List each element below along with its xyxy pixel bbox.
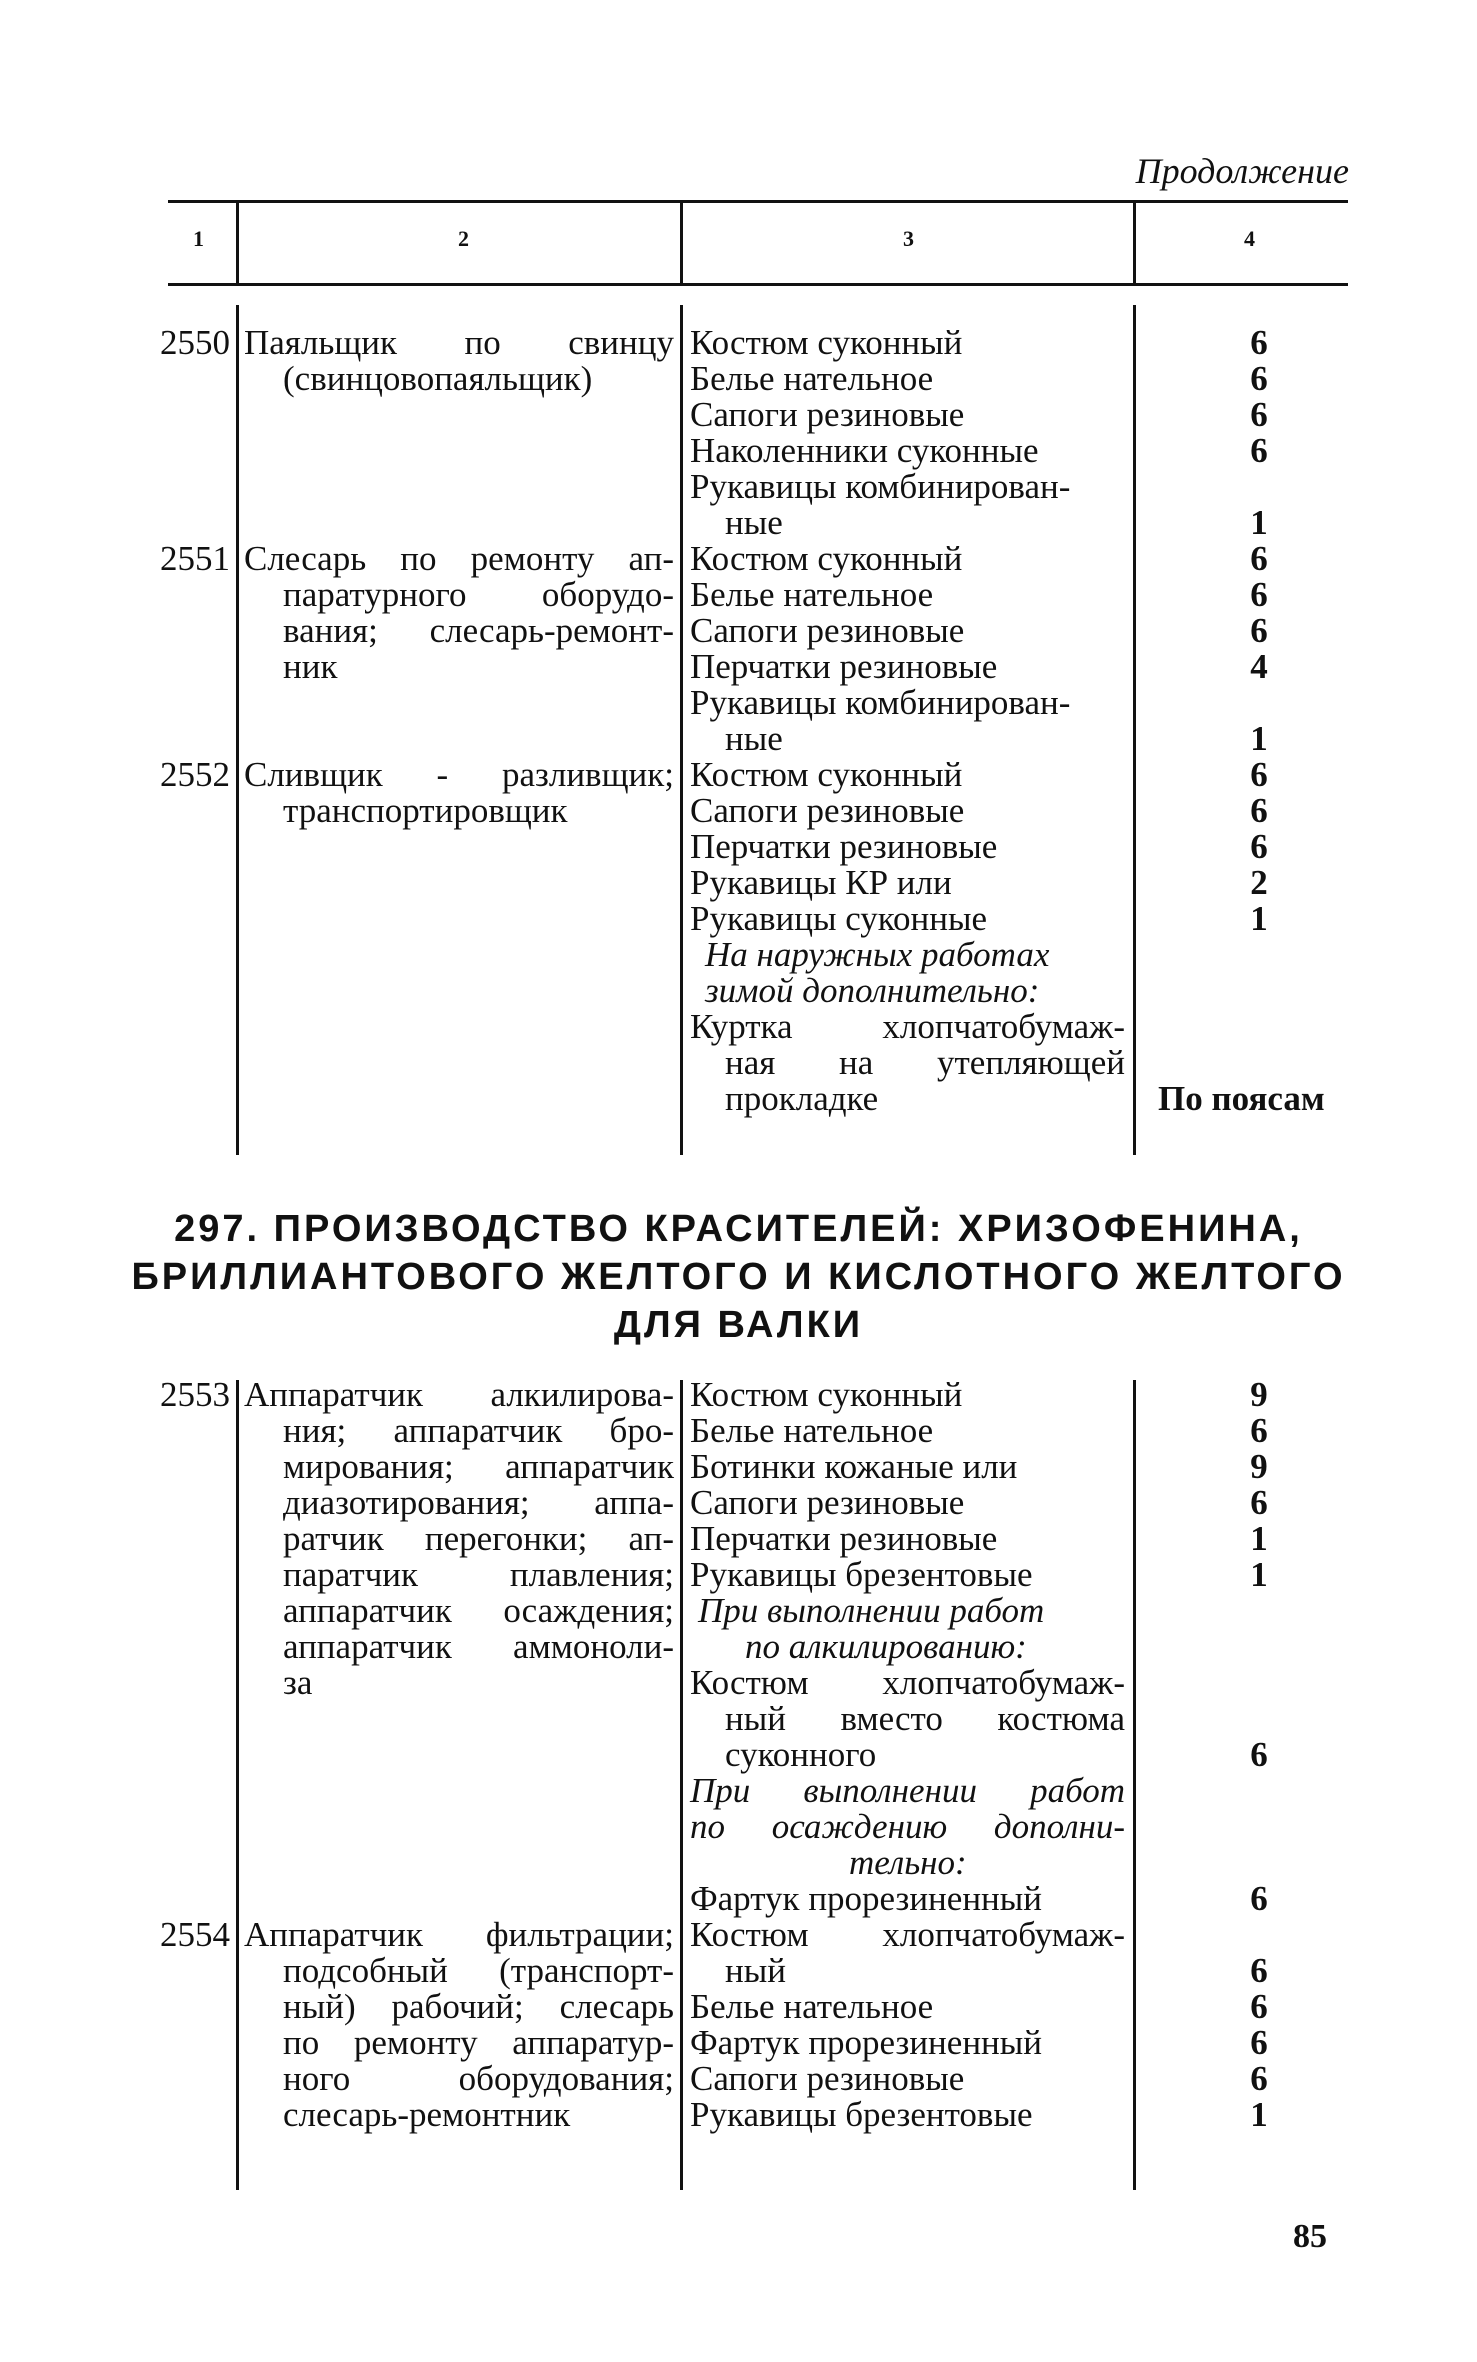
item-line: Белье нательное (690, 575, 934, 614)
column-header-1: 1 (193, 226, 204, 251)
item-line: ный вместо костюма (725, 1699, 1125, 1738)
item-line: Белье нательное (690, 1411, 934, 1450)
item-line-italic: тельно: (849, 1843, 967, 1882)
column-rule (680, 1380, 683, 2190)
section-title-line: БРИЛЛИАНТОВОГО ЖЕЛТОГО И КИСЛОТНОГО ЖЕЛТОГО (131, 1256, 1346, 1298)
column-rule (236, 305, 239, 1155)
quantity: 6 (1250, 431, 1268, 470)
profession-line: Сливщик - разливщик; (244, 755, 674, 794)
quantity: 6 (1250, 2023, 1268, 2062)
quantity: 6 (1250, 1411, 1268, 1450)
header-divider (680, 203, 683, 283)
item-line: Ботинки кожаные или (690, 1447, 1018, 1486)
row-number: 2552 (160, 755, 230, 794)
profession-line: Слесарь по ремонту ап- (244, 539, 674, 578)
item-line: Сапоги резиновые (690, 791, 965, 830)
quantity: 1 (1250, 899, 1268, 938)
quantity: 6 (1250, 359, 1268, 398)
profession-line: за (283, 1663, 313, 1702)
column-rule (1133, 1380, 1136, 2190)
item-line-italic: по осаждению дополни- (690, 1807, 1125, 1846)
header-top-rule (168, 200, 1348, 203)
quantity: 1 (1250, 1555, 1268, 1594)
item-line: Сапоги резиновые (690, 1483, 965, 1522)
item-line: Рукавицы брезентовые (690, 1555, 1033, 1594)
quantity: 9 (1250, 1375, 1268, 1414)
item-line: ная на утепляющей (725, 1043, 1125, 1082)
item-line: Костюм суконный (690, 539, 963, 578)
quantity: 1 (1250, 503, 1268, 542)
item-line: Наколенники суконные (690, 431, 1039, 470)
profession-line: по ремонту аппаратур- (283, 2023, 674, 2062)
item-line: прокладке (725, 1079, 879, 1118)
item-line-italic: по алкилированию: (745, 1627, 1027, 1666)
row-number: 2553 (160, 1375, 230, 1414)
item-line: Рукавицы брезентовые (690, 2095, 1033, 2134)
page-number: 85 (1293, 2218, 1327, 2255)
quantity: 1 (1250, 719, 1268, 758)
item-line: Белье нательное (690, 1987, 934, 2026)
quantity: 4 (1250, 647, 1268, 686)
continued-label: Продолжение (1135, 151, 1349, 191)
quantity: 6 (1250, 755, 1268, 794)
item-line-italic: При выполнении работ (690, 1771, 1125, 1810)
quantity: По поясам (1158, 1079, 1325, 1118)
item-line: Сапоги резиновые (690, 611, 965, 650)
item-line: Костюм суконный (690, 755, 963, 794)
header-bottom-rule (168, 283, 1348, 286)
quantity: 6 (1250, 1879, 1268, 1918)
column-header-2: 2 (458, 226, 469, 251)
column-header-4: 4 (1244, 226, 1255, 251)
item-line: ные (725, 719, 783, 758)
item-line-italic: На наружных работах (705, 935, 1050, 974)
quantity: 6 (1250, 791, 1268, 830)
header-divider (1133, 203, 1136, 283)
quantity: 1 (1250, 1519, 1268, 1558)
profession-line: Аппаратчик алкилирова- (244, 1375, 674, 1414)
item-line: Костюм хлопчатобумаж- (690, 1915, 1125, 1954)
column-header-3: 3 (903, 226, 914, 251)
quantity: 6 (1250, 1951, 1268, 1990)
item-line-italic: зимой дополнительно: (705, 971, 1040, 1010)
quantity: 6 (1250, 539, 1268, 578)
item-line: Белье нательное (690, 359, 934, 398)
profession-line: Аппаратчик фильтрации; (244, 1915, 674, 1954)
item-line: суконного (725, 1735, 877, 1774)
quantity: 6 (1250, 1483, 1268, 1522)
quantity: 6 (1250, 827, 1268, 866)
row-number: 2551 (160, 539, 230, 578)
profession-line: ник (283, 647, 338, 686)
header-divider (236, 203, 239, 283)
profession-line: ратчик перегонки; ап- (283, 1519, 674, 1558)
item-line: Фартук прорезиненный (690, 1879, 1043, 1918)
profession-line: аппаратчик аммоноли- (283, 1627, 674, 1666)
item-line: Костюм суконный (690, 1375, 963, 1414)
item-line: Сапоги резиновые (690, 2059, 965, 2098)
quantity: 6 (1250, 1987, 1268, 2026)
quantity: 1 (1250, 2095, 1268, 2134)
profession-line: паратурного оборудо- (283, 575, 674, 614)
profession-line: слесарь-ремонтник (283, 2095, 571, 2134)
profession-line: Паяльщик по свинцу (244, 323, 674, 362)
item-line: Рукавицы комбинирован- (690, 467, 1071, 506)
item-line: Рукавицы КР или (690, 863, 952, 902)
quantity: 9 (1250, 1447, 1268, 1486)
quantity: 6 (1250, 395, 1268, 434)
section-title-line: 297. ПРОИЗВОДСТВО КРАСИТЕЛЕЙ: ХРИЗОФЕНИНА, (174, 1208, 1303, 1250)
column-rule (236, 1380, 239, 2190)
section-title-line: ДЛЯ ВАЛКИ (613, 1304, 864, 1346)
quantity: 6 (1250, 2059, 1268, 2098)
item-line: Перчатки резиновые (690, 1519, 998, 1558)
item-line: Костюм хлопчатобумаж- (690, 1663, 1125, 1702)
quantity: 6 (1250, 611, 1268, 650)
item-line: Сапоги резиновые (690, 395, 965, 434)
profession-line: паратчик плавления; (283, 1555, 674, 1594)
profession-line: ного оборудования; (283, 2059, 674, 2098)
item-line-italic: При выполнении работ (698, 1591, 1045, 1630)
item-line: Куртка хлопчатобумаж- (690, 1007, 1125, 1046)
quantity: 2 (1250, 863, 1268, 902)
item-line: Костюм суконный (690, 323, 963, 362)
row-number: 2550 (160, 323, 230, 362)
profession-line: (свинцовопаяльщик) (283, 359, 593, 398)
item-line: ные (725, 503, 783, 542)
row-number: 2554 (160, 1915, 230, 1954)
item-line: Рукавицы суконные (690, 899, 988, 938)
profession-line: аппаратчик осаждения; (283, 1591, 674, 1630)
quantity: 6 (1250, 575, 1268, 614)
item-line: Перчатки резиновые (690, 647, 998, 686)
item-line: Фартук прорезиненный (690, 2023, 1043, 2062)
profession-line: диазотирования; аппа- (283, 1483, 674, 1522)
item-line: ный (725, 1951, 786, 1990)
item-line: Рукавицы комбинирован- (690, 683, 1071, 722)
profession-line: ния; аппаратчик бро- (283, 1411, 674, 1450)
item-line: Перчатки резиновые (690, 827, 998, 866)
column-rule (1133, 305, 1136, 1155)
profession-line: вания; слесарь-ремонт- (283, 611, 674, 650)
quantity: 6 (1250, 323, 1268, 362)
profession-line: подсобный (транспорт- (283, 1951, 674, 1990)
profession-line: ный) рабочий; слесарь (283, 1987, 674, 2026)
quantity: 6 (1250, 1735, 1268, 1774)
column-rule (680, 305, 683, 1155)
profession-line: транспортировщик (283, 791, 568, 830)
profession-line: мирования; аппаратчик (283, 1447, 674, 1486)
